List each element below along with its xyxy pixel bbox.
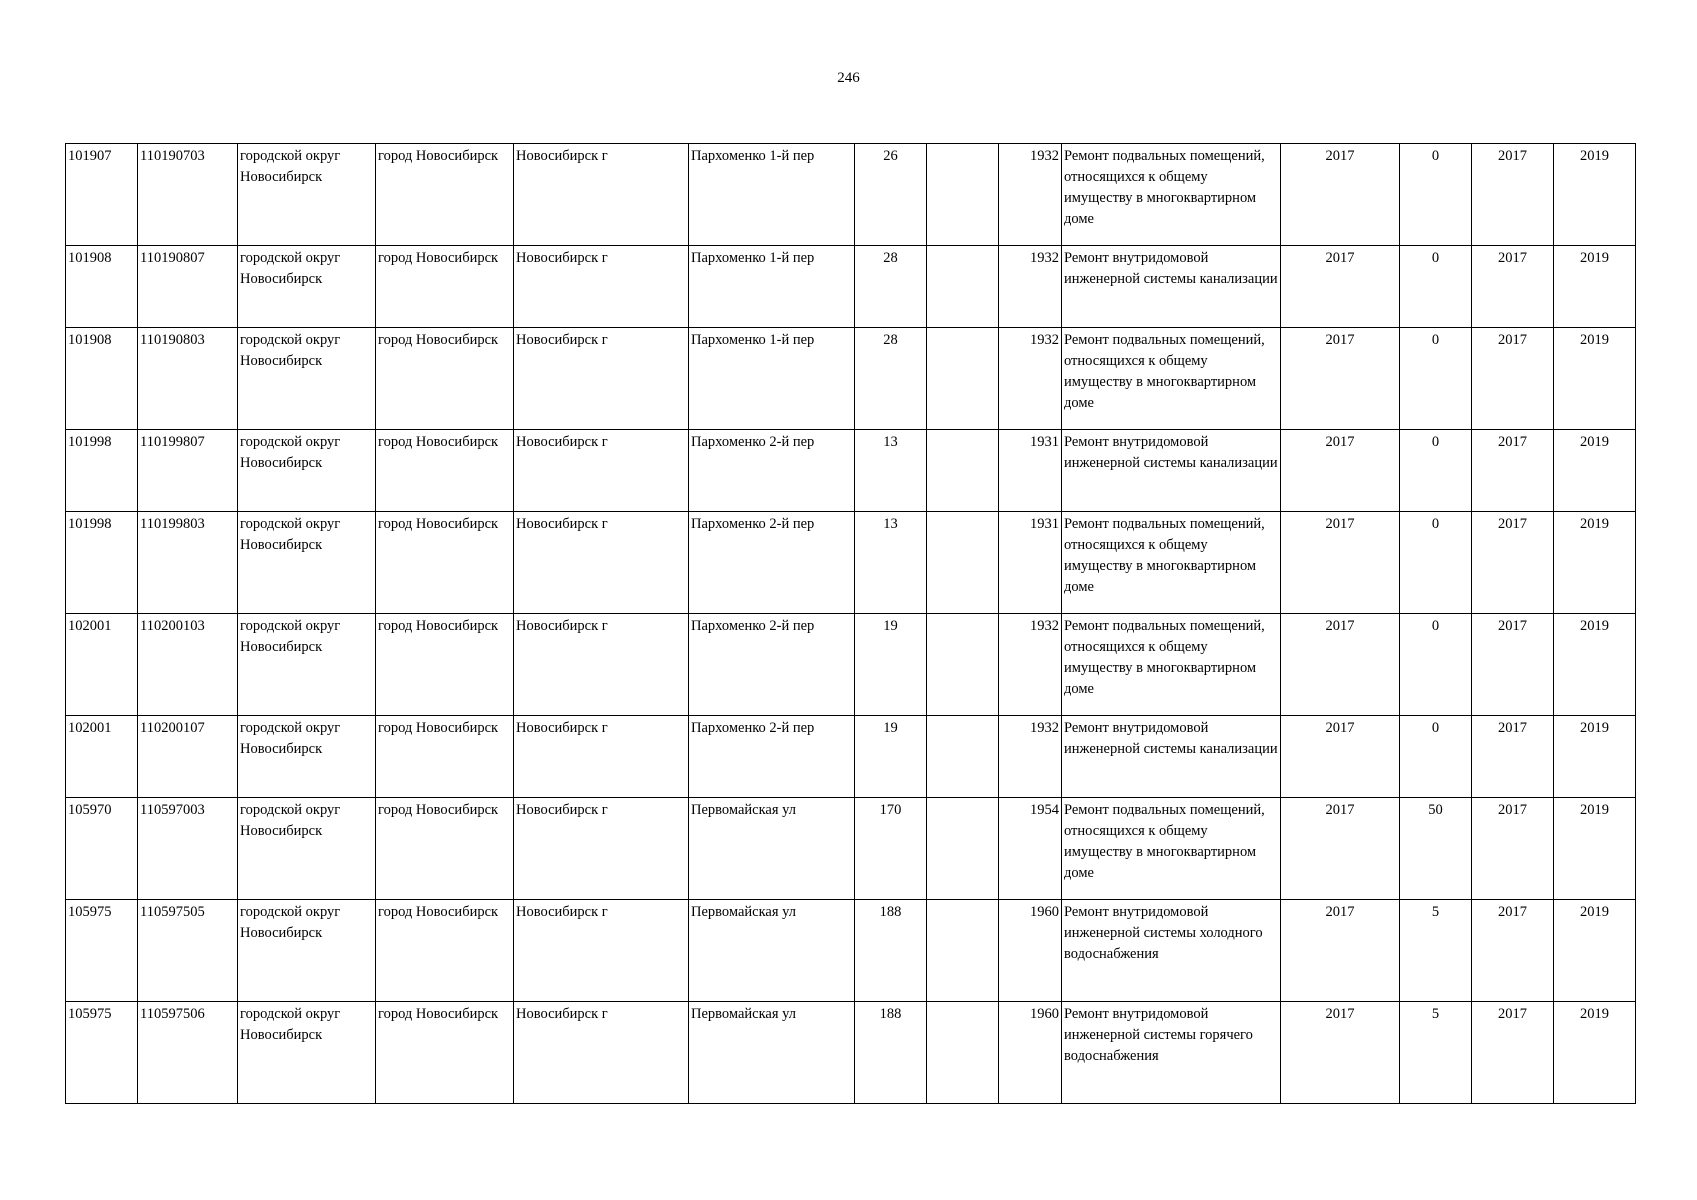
table-row [66, 144, 1636, 246]
cell-street: Пархоменко 1-й пер [689, 328, 855, 430]
cell-year-3: 2019 [1554, 1002, 1636, 1104]
table-row [66, 614, 1636, 716]
cell-year-3: 2019 [1554, 512, 1636, 614]
cell-year-built: 1960 [999, 1002, 1062, 1104]
cell-municipality: городской округ Новосибирск [238, 900, 376, 1002]
table-row [66, 1002, 1636, 1104]
cell-street: Пархоменко 1-й пер [689, 144, 855, 246]
cell-year-1: 2017 [1281, 900, 1400, 1002]
cell-code: 110597505 [138, 900, 238, 1002]
cell-id: 102001 [66, 614, 138, 716]
cell-id: 102001 [66, 716, 138, 798]
cell-id: 101908 [66, 246, 138, 328]
cell-building [927, 798, 999, 900]
cell-work-type: Ремонт внутридомовой инженерной системы канализации [1062, 246, 1281, 328]
cell-house: 170 [855, 798, 927, 900]
cell-id: 101998 [66, 430, 138, 512]
cell-year-2: 2017 [1472, 246, 1554, 328]
cell-year-2: 2017 [1472, 430, 1554, 512]
cell-municipality: городской округ Новосибирск [238, 614, 376, 716]
cell-street: Первомайская ул [689, 798, 855, 900]
cell-settlement: город Новосибирск [376, 716, 514, 798]
cell-house: 19 [855, 716, 927, 798]
cell-year-1: 2017 [1281, 716, 1400, 798]
cell-house: 188 [855, 1002, 927, 1104]
cell-settlement: город Новосибирск [376, 798, 514, 900]
table-row [66, 798, 1636, 900]
cell-house: 13 [855, 512, 927, 614]
cell-work-type: Ремонт подвальных помещений, относящихся к общему имуществу в многоквартирном доме [1062, 328, 1281, 430]
cell-settlement: город Новосибирск [376, 430, 514, 512]
cell-locality: Новосибирск г [514, 144, 689, 246]
cell-year-3: 2019 [1554, 328, 1636, 430]
cell-year-built: 1932 [999, 716, 1062, 798]
cell-year-1: 2017 [1281, 430, 1400, 512]
cell-work-type: Ремонт внутридомовой инженерной системы холодного водоснабжения [1062, 900, 1281, 1002]
cell-year-built: 1954 [999, 798, 1062, 900]
cell-year-built: 1932 [999, 614, 1062, 716]
cell-municipality: городской округ Новосибирск [238, 144, 376, 246]
cell-building [927, 144, 999, 246]
cell-house: 28 [855, 328, 927, 430]
cell-locality: Новосибирск г [514, 246, 689, 328]
cell-year-built: 1931 [999, 512, 1062, 614]
cell-year-3: 2019 [1554, 246, 1636, 328]
cell-settlement: город Новосибирск [376, 144, 514, 246]
cell-locality: Новосибирск г [514, 798, 689, 900]
cell-year-1: 2017 [1281, 512, 1400, 614]
cell-house: 28 [855, 246, 927, 328]
cell-building [927, 1002, 999, 1104]
cell-year-2: 2017 [1472, 716, 1554, 798]
cell-building [927, 512, 999, 614]
cell-code: 110597506 [138, 1002, 238, 1104]
cell-house: 188 [855, 900, 927, 1002]
cell-settlement: город Новосибирск [376, 900, 514, 1002]
cell-id: 101907 [66, 144, 138, 246]
cell-work-type: Ремонт подвальных помещений, относящихся к общему имуществу в многоквартирном доме [1062, 614, 1281, 716]
cell-settlement: город Новосибирск [376, 1002, 514, 1104]
table-row [66, 246, 1636, 328]
registry-table [65, 143, 1636, 1104]
cell-house: 13 [855, 430, 927, 512]
cell-value: 0 [1400, 512, 1472, 614]
table-row [66, 512, 1636, 614]
cell-year-3: 2019 [1554, 614, 1636, 716]
cell-settlement: город Новосибирск [376, 328, 514, 430]
page-number: 246 [837, 70, 860, 86]
cell-municipality: городской округ Новосибирск [238, 430, 376, 512]
table-row [66, 900, 1636, 1002]
cell-work-type: Ремонт внутридомовой инженерной системы канализации [1062, 430, 1281, 512]
cell-year-built: 1932 [999, 328, 1062, 430]
cell-value: 50 [1400, 798, 1472, 900]
cell-building [927, 328, 999, 430]
cell-year-3: 2019 [1554, 900, 1636, 1002]
cell-street: Пархоменко 2-й пер [689, 430, 855, 512]
cell-year-2: 2017 [1472, 900, 1554, 1002]
cell-municipality: городской округ Новосибирск [238, 328, 376, 430]
cell-settlement: город Новосибирск [376, 614, 514, 716]
cell-street: Пархоменко 2-й пер [689, 614, 855, 716]
cell-work-type: Ремонт подвальных помещений, относящихся к общему имуществу в многоквартирном доме [1062, 798, 1281, 900]
cell-street: Пархоменко 2-й пер [689, 716, 855, 798]
cell-building [927, 430, 999, 512]
cell-locality: Новосибирск г [514, 328, 689, 430]
cell-value: 0 [1400, 144, 1472, 246]
cell-year-2: 2017 [1472, 614, 1554, 716]
cell-year-built: 1932 [999, 246, 1062, 328]
cell-work-type: Ремонт внутридомовой инженерной системы горячего водоснабжения [1062, 1002, 1281, 1104]
cell-building [927, 716, 999, 798]
cell-street: Первомайская ул [689, 1002, 855, 1104]
cell-year-2: 2017 [1472, 328, 1554, 430]
cell-settlement: город Новосибирск [376, 246, 514, 328]
table-row [66, 430, 1636, 512]
cell-id: 105970 [66, 798, 138, 900]
cell-work-type: Ремонт подвальных помещений, относящихся к общему имуществу в многоквартирном доме [1062, 512, 1281, 614]
registry-body [66, 144, 1636, 1104]
cell-municipality: городской округ Новосибирск [238, 798, 376, 900]
cell-id: 101998 [66, 512, 138, 614]
cell-value: 0 [1400, 246, 1472, 328]
cell-year-3: 2019 [1554, 716, 1636, 798]
cell-locality: Новосибирск г [514, 614, 689, 716]
cell-value: 0 [1400, 716, 1472, 798]
cell-year-3: 2019 [1554, 144, 1636, 246]
cell-work-type: Ремонт внутридомовой инженерной системы канализации [1062, 716, 1281, 798]
cell-value: 0 [1400, 328, 1472, 430]
cell-municipality: городской округ Новосибирск [238, 246, 376, 328]
cell-municipality: городской округ Новосибирск [238, 716, 376, 798]
cell-year-2: 2017 [1472, 144, 1554, 246]
cell-building [927, 614, 999, 716]
cell-code: 110200107 [138, 716, 238, 798]
cell-year-2: 2017 [1472, 1002, 1554, 1104]
cell-municipality: городской округ Новосибирск [238, 512, 376, 614]
cell-locality: Новосибирск г [514, 716, 689, 798]
cell-locality: Новосибирск г [514, 900, 689, 1002]
cell-code: 110190703 [138, 144, 238, 246]
cell-building [927, 246, 999, 328]
cell-building [927, 900, 999, 1002]
cell-street: Пархоменко 2-й пер [689, 512, 855, 614]
cell-value: 5 [1400, 900, 1472, 1002]
cell-value: 0 [1400, 614, 1472, 716]
cell-locality: Новосибирск г [514, 1002, 689, 1104]
cell-code: 110199803 [138, 512, 238, 614]
cell-value: 5 [1400, 1002, 1472, 1104]
cell-id: 101908 [66, 328, 138, 430]
cell-house: 26 [855, 144, 927, 246]
cell-year-2: 2017 [1472, 798, 1554, 900]
cell-code: 110190807 [138, 246, 238, 328]
cell-year-1: 2017 [1281, 1002, 1400, 1104]
cell-year-2: 2017 [1472, 512, 1554, 614]
cell-code: 110199807 [138, 430, 238, 512]
cell-locality: Новосибирск г [514, 430, 689, 512]
cell-settlement: город Новосибирск [376, 512, 514, 614]
table-row [66, 328, 1636, 430]
cell-year-1: 2017 [1281, 328, 1400, 430]
cell-street: Первомайская ул [689, 900, 855, 1002]
table-row [66, 716, 1636, 798]
cell-code: 110190803 [138, 328, 238, 430]
cell-value: 0 [1400, 430, 1472, 512]
cell-year-built: 1960 [999, 900, 1062, 1002]
cell-id: 105975 [66, 900, 138, 1002]
cell-year-3: 2019 [1554, 798, 1636, 900]
cell-house: 19 [855, 614, 927, 716]
cell-municipality: городской округ Новосибирск [238, 1002, 376, 1104]
cell-locality: Новосибирск г [514, 512, 689, 614]
cell-work-type: Ремонт подвальных помещений, относящихся к общему имуществу в многоквартирном доме [1062, 144, 1281, 246]
cell-code: 110597003 [138, 798, 238, 900]
cell-year-3: 2019 [1554, 430, 1636, 512]
cell-year-1: 2017 [1281, 614, 1400, 716]
cell-year-1: 2017 [1281, 798, 1400, 900]
cell-street: Пархоменко 1-й пер [689, 246, 855, 328]
cell-year-1: 2017 [1281, 246, 1400, 328]
cell-year-built: 1931 [999, 430, 1062, 512]
cell-id: 105975 [66, 1002, 138, 1104]
cell-year-1: 2017 [1281, 144, 1400, 246]
cell-code: 110200103 [138, 614, 238, 716]
cell-year-built: 1932 [999, 144, 1062, 246]
